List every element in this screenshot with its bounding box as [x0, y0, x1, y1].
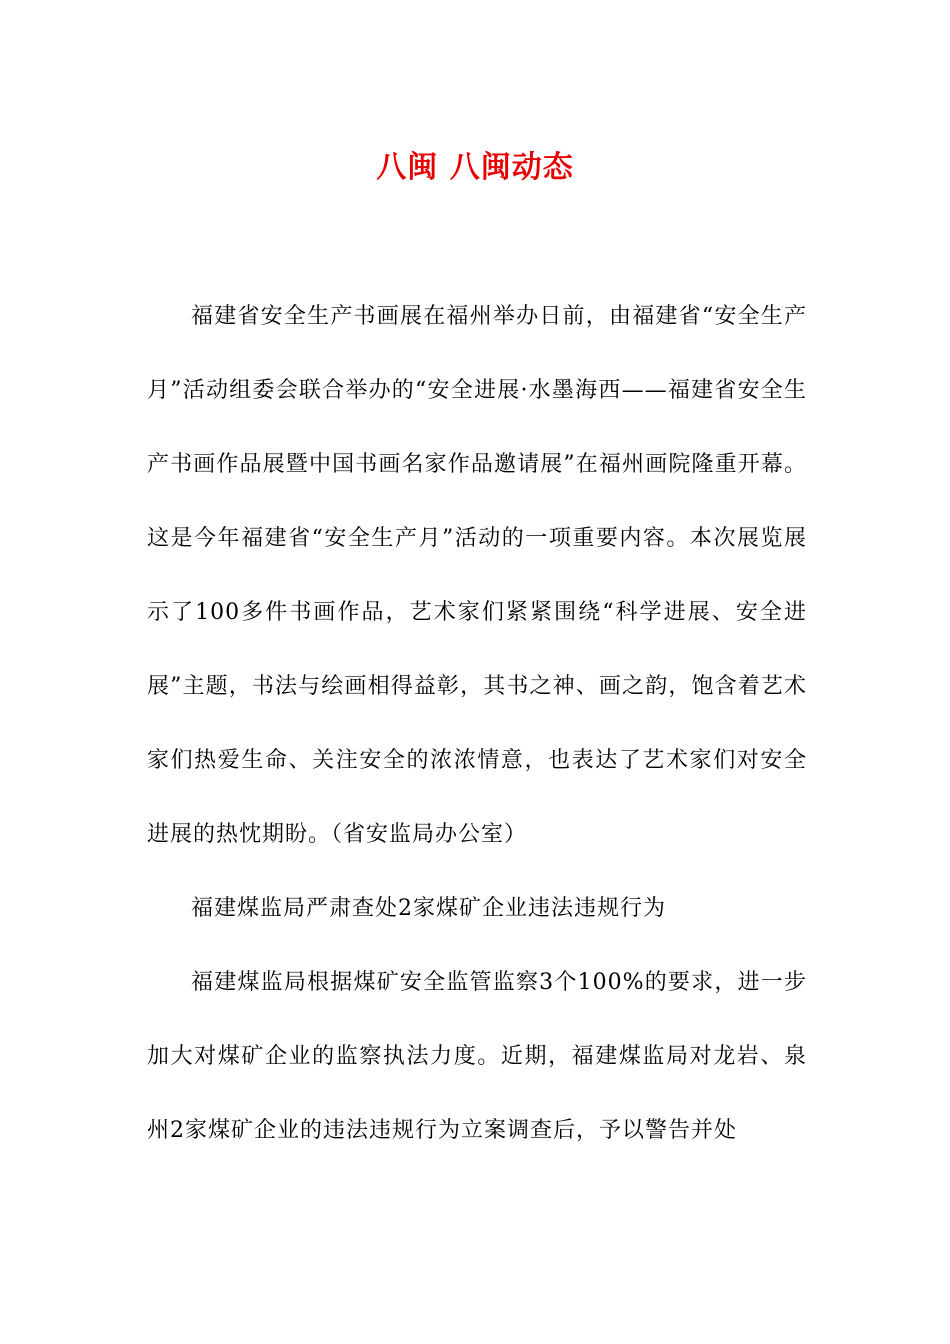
paragraph-heading-coal: 福建煤监局严肃查处2家煤矿企业违法违规行为 — [191, 896, 666, 921]
document-title: 八闽 八闽动态 — [376, 150, 574, 185]
document-body — [147, 280, 807, 1168]
paragraph-exhibition: 福建省安全生产书画展在福州举办日前，由福建省“安全生产月”活动组委会联合举办的“安全进展·水墨海西——福建省安全生产书画作品展暨中国书画名家作品邀请展”在福州画院隆重开幕。这是今年福建省“安全生产月”活动的一项重要内容。本次展览展示了100多件书画作品，艺术家们紧紧围绕“科学进展、安全进展”主题，书法与绘画相得益彰，其书之神、画之韵，饱含着艺术家们热爱生命、关注安全的浓浓情意，也表达了艺术家们对安全进展的热忱期盼。（省安监局办公室） — [147, 304, 807, 847]
paragraph-coal-enforcement: 福建煤监局根据煤矿安全监管监察3个100%的要求，进一步加大对煤矿企业的监察执法力度。近期，福建煤监局对龙岩、泉州2家煤矿企业的违法违规行为立案调查后，予以警告并处 — [147, 970, 807, 1143]
